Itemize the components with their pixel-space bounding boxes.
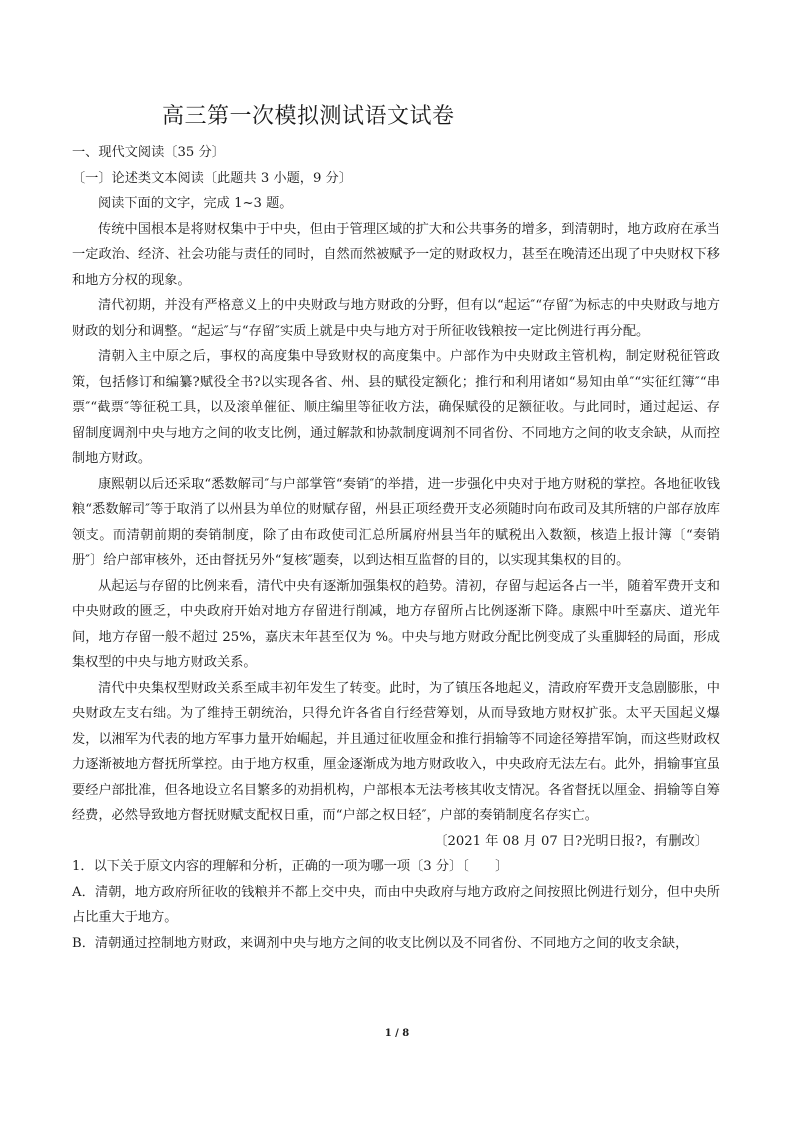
paragraph-4: 康熙朝以后还采取“悉数解司″与户部掌管“奏销″的举措，进一步强化中央对于地方财税的掌控。各地征收钱粮“悉数解司″等于取消了以州县为单位的财赋存留，州县正项经费开支必须随时向布政司及其所辖的户部存放库领支。而清朝前期的奏销制度，除了由布政使司汇总所属府州县当年的赋税出入数额，核造上报计簿〔“奏销册″〕给户部审核外，还由督抚另外“复核″题奏，以到达相互监督的目的，以实现其集权的目的。 [72,476,720,568]
subsection-heading: 〔一〕论述类文本阅读〔此题共 3 小题，9 分〕 [72,170,352,186]
document-body [72,140,720,956]
paragraph-2: 清代初期，并没有严格意义上的中央财政与地方财政的分野，但有以“起运″“存留″为标志的中央财政与地方财政的划分和调整。“起运″与“存留″实质上就是中央与地方对于所征收钱粮按一定比例进行再分配。 [72,298,720,339]
exam-title: 高三第一次模拟测试语文试卷 [162,104,455,129]
paragraph-3: 清朝入主中原之后，事权的高度集中导致财权的高度集中。户部作为中央财政主管机构，制定财税征管政策，包括修订和编纂?赋役全书?以实现各省、州、县的赋役定额化；推行和利用诸如“易知由单″“实征红簿″“串票″“截票″等征税工具，以及滚单催征、顺庄编里等征收方法，确保赋役的足额征收。与此同时，通过起运、存留制度调剂中央与地方之间的收支比例，通过解款和协款制度调剂不同省份、不同地方之间的收支余缺，从而控制地方财政。 [72,349,720,466]
option-b: B．清朝通过控制地方财政，来调剂中央与地方之间的收支比例以及不同省份、不同地方之间的收支余缺， [72,935,689,951]
paragraph-6: 清代中央集权型财政关系至咸丰初年发生了转变。此时，为了镇压各地起义，清政府军费开支急剧膨胀，中央财政左支右绌。为了维持王朝统治，只得允许各省自行经营筹划，从而导致地方财权扩张。太平天国起义爆发，以湘军为代表的地方军事力量开始崛起，并且通过征收厘金和推行捐输等不同途径筹措军饷，而这些财政权力逐渐被地方督抚所掌控。由于地方权重，厘金逐渐成为地方财政收入，中央政府无法左右。此外，捐输事宜虽要经户部批准，但各地设立名目繁多的劝捐机构，户部根本无法考核其收支情况。各省督抚以厘金、捐输等自筹经费，必然导致地方督抚财赋支配权日重，而“户部之权日轻″，户部的奏销制度名存实亡。 [72,680,720,823]
reading-instruction: 阅读下面的文字，完成 1~3 题。 [98,196,293,211]
paragraph-1: 传统中国根本是将财权集中于中央，但由于管理区域的扩大和公共事务的增多，到清朝时，地方政府在承当一定政治、经济、社会功能与责任的同时，自然而然被赋予一定的财政权力，甚至在晚清还出现了中央财权下移和地方分权的现象。 [72,221,720,288]
section-heading: 一、现代文阅读〔35 分〕 [72,145,225,160]
page-number: 1 / 8 [384,1028,410,1039]
option-a: A．清朝，地方政府所征收的钱粮并不都上交中央，而由中央政府与地方政府之间按照比例进行划分，但中央所占比重大于地方。 [72,884,720,925]
article-source: 〔2021 年 08 月 07 日?光明日报?，有删改〕 [434,833,708,849]
question-1: 1．以下关于原文内容的理解和分析，正确的一项为哪一项〔3 分〕〔 〕 [72,859,509,874]
paragraph-5: 从起运与存留的比例来看，清代中央有逐渐加强集权的趋势。清初，存留与起运各占一半，随着军费开支和中央财政的匮乏，中央政府开始对地方存留进行削减，地方存留所占比例逐渐下降。康熙中叶至嘉庆、道光年间，地方存留一般不超过 25%，嘉庆末年甚至仅为 %。中央与地方财政分配比例变成了头重脚轻的局面，形成集权型的中央与地方财政关系。 [72,578,720,670]
